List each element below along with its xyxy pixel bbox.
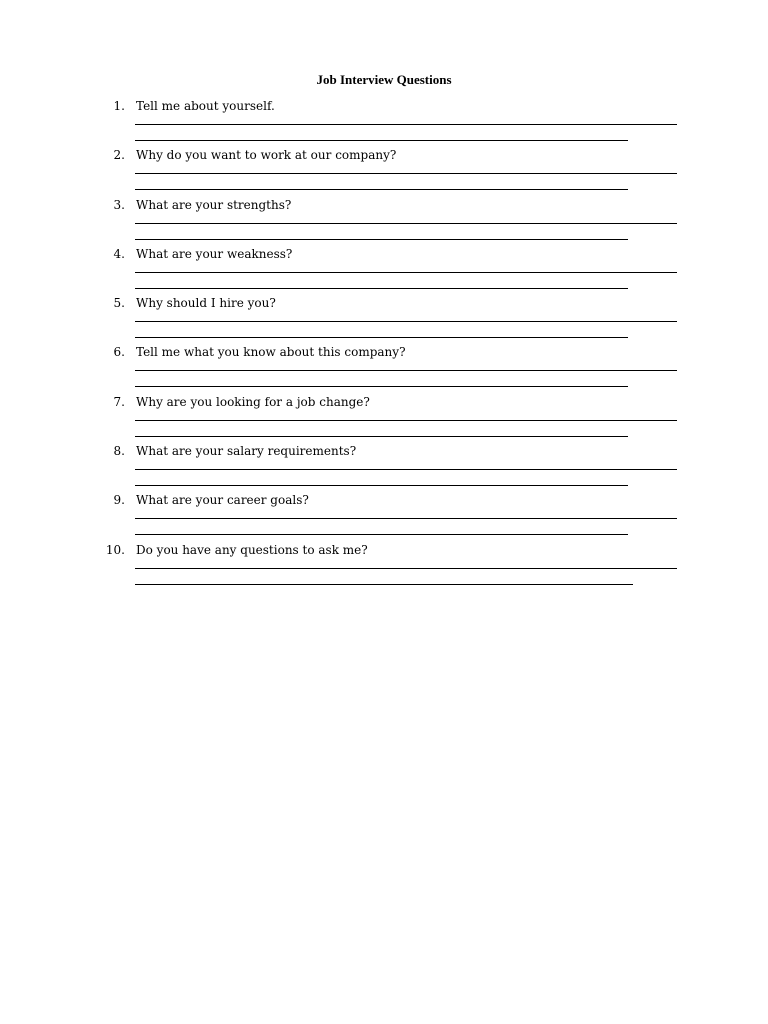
question-text: Why should I hire you? [136,296,276,311]
question-item [0,394,768,443]
answer-line [135,173,677,174]
question-number: 3. [113,197,125,212]
question-item [0,295,768,344]
question-number: 5. [113,296,125,311]
question-item [0,98,768,147]
question-text: What are your salary requirements? [136,444,357,459]
answer-line [135,518,677,519]
question-item [0,542,768,591]
question-number: 1. [113,99,125,113]
answer-line [135,370,677,371]
answer-line [135,140,628,141]
question-item [0,344,768,393]
answer-line [135,584,633,585]
question-number: 6. [113,345,125,360]
question-number: 4. [113,246,125,261]
question-number: 10. [105,542,125,557]
question-item [0,443,768,492]
question-number: 9. [113,493,125,508]
question-text: Tell me about yourself. [136,99,275,113]
question-number: 7. [113,394,125,409]
question-text: Tell me what you know about this company? [136,345,406,360]
answer-line [135,469,677,470]
question-list [0,98,768,591]
answer-line [135,568,677,569]
answer-line [135,420,677,421]
question-text: Why do you want to work at our company? [136,148,397,163]
answer-line [135,288,628,289]
question-number: 2. [113,148,125,163]
question-text: What are your career goals? [136,493,309,508]
answer-line [135,386,628,387]
question-item [0,147,768,196]
answer-line [135,485,628,486]
question-text: Do you have any questions to ask me? [136,542,368,557]
question-item [0,197,768,246]
document-title: Job Interview Questions [316,72,452,87]
question-item [0,492,768,541]
answer-line [135,534,628,535]
question-number: 8. [113,444,125,459]
answer-line [135,321,677,322]
question-text: What are your strengths? [136,197,292,212]
answer-line [135,436,628,437]
answer-line [135,239,628,240]
question-item [0,246,768,295]
answer-line [135,189,628,190]
answer-line [135,272,677,273]
answer-line [135,124,677,125]
question-text: What are your weakness? [136,246,293,261]
answer-line [135,337,628,338]
answer-line [135,223,677,224]
question-text: Why are you looking for a job change? [136,394,370,409]
